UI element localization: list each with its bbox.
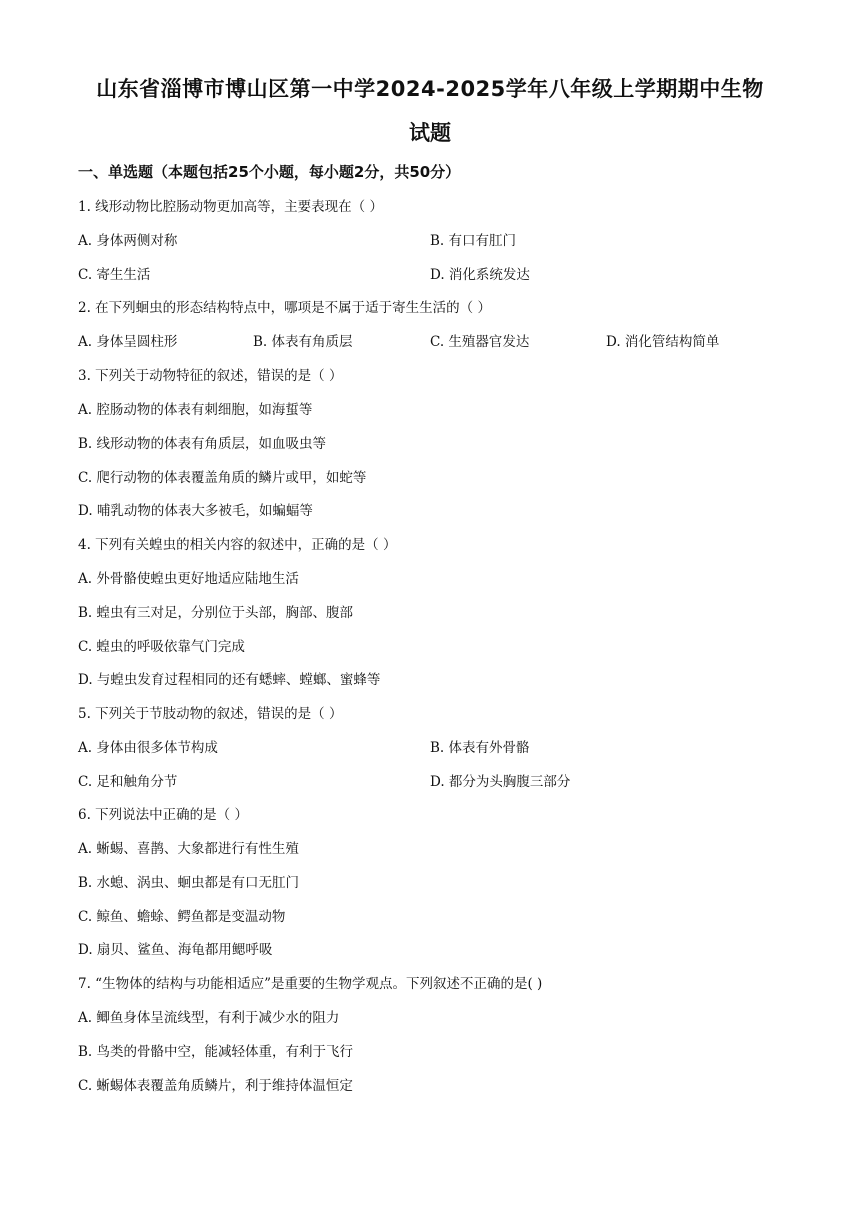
question-stem-1: 1. 线形动物比腔肠动物更加高等，主要表现在（ ） <box>78 199 383 215</box>
question-6-option-d: D. 扇贝、鲨鱼、海龟都用鳃呼吸 <box>78 942 273 958</box>
question-1-option-a: A. 身体两侧对称 <box>78 233 178 249</box>
document-title-line-1: 山东省淄博市博山区第一中学2024-2025学年八年级上学期期中生物 <box>96 77 764 101</box>
question-5-option-a: A. 身体由很多体节构成 <box>78 740 218 756</box>
question-stem-3: 3. 下列关于动物特征的叙述，错误的是（ ） <box>78 368 343 384</box>
question-5-option-d: D. 都分为头胸腹三部分 <box>430 774 571 790</box>
question-7-option-b: B. 鸟类的骨骼中空，能减轻体重，有利于飞行 <box>78 1044 354 1060</box>
question-stem-4: 4. 下列有关蝗虫的相关内容的叙述中，正确的是（ ） <box>78 537 397 553</box>
question-2-option-b: B. 体表有角质层 <box>253 334 353 350</box>
question-5-option-c: C. 足和触角分节 <box>78 774 178 790</box>
question-3-option-b: B. 线形动物的体表有角质层，如血吸虫等 <box>78 436 327 452</box>
question-6-option-c: C. 鲸鱼、蟾蜍、鳄鱼都是变温动物 <box>78 909 286 925</box>
question-stem-2: 2. 在下列蛔虫的形态结构特点中，哪项是不属于适于寄生生活的（ ） <box>78 300 491 316</box>
question-6-option-b: B. 水螅、涡虫、蛔虫都是有口无肛门 <box>78 875 300 891</box>
question-2-option-c: C. 生殖器官发达 <box>430 334 530 350</box>
question-4-option-a: A. 外骨骼使蝗虫更好地适应陆地生活 <box>78 571 299 587</box>
section-heading: 一、单选题（本题包括25个小题，每小题2分，共50分） <box>78 163 461 181</box>
question-7-option-a: A. 鲫鱼身体呈流线型，有利于减少水的阻力 <box>78 1010 340 1026</box>
question-6-option-a: A. 蜥蜴、喜鹊、大象都进行有性生殖 <box>78 841 299 857</box>
question-4-option-c: C. 蝗虫的呼吸依靠气门完成 <box>78 639 245 655</box>
question-3-option-d: D. 哺乳动物的体表大多被毛，如蝙蝠等 <box>78 503 313 519</box>
question-1-option-c: C. 寄生生活 <box>78 267 151 283</box>
question-1-option-b: B. 有口有肛门 <box>430 233 517 249</box>
document-title-line-2: 试题 <box>409 121 451 145</box>
question-stem-7: 7. “生物体的结构与功能相适应”是重要的生物学观点。下列叙述不正确的是( ) <box>78 976 543 992</box>
question-2-option-d: D. 消化管结构简单 <box>606 334 720 350</box>
question-3-option-a: A. 腔肠动物的体表有刺细胞，如海蜇等 <box>78 402 313 418</box>
question-2-option-a: A. 身体呈圆柱形 <box>78 334 178 350</box>
question-1-option-d: D. 消化系统发达 <box>430 267 530 283</box>
question-4-option-d: D. 与蝗虫发育过程相同的还有蟋蟀、螳螂、蜜蜂等 <box>78 672 381 688</box>
question-5-option-b: B. 体表有外骨骼 <box>430 740 530 756</box>
question-7-option-c: C. 蜥蜴体表覆盖角质鳞片，利于维持体温恒定 <box>78 1078 353 1094</box>
question-4-option-b: B. 蝗虫有三对足，分别位于头部，胸部、腹部 <box>78 605 354 621</box>
question-stem-5: 5. 下列关于节肢动物的叙述，错误的是（ ） <box>78 706 343 722</box>
question-stem-6: 6. 下列说法中正确的是（ ） <box>78 807 248 823</box>
question-3-option-c: C. 爬行动物的体表覆盖角质的鳞片或甲，如蛇等 <box>78 470 367 486</box>
